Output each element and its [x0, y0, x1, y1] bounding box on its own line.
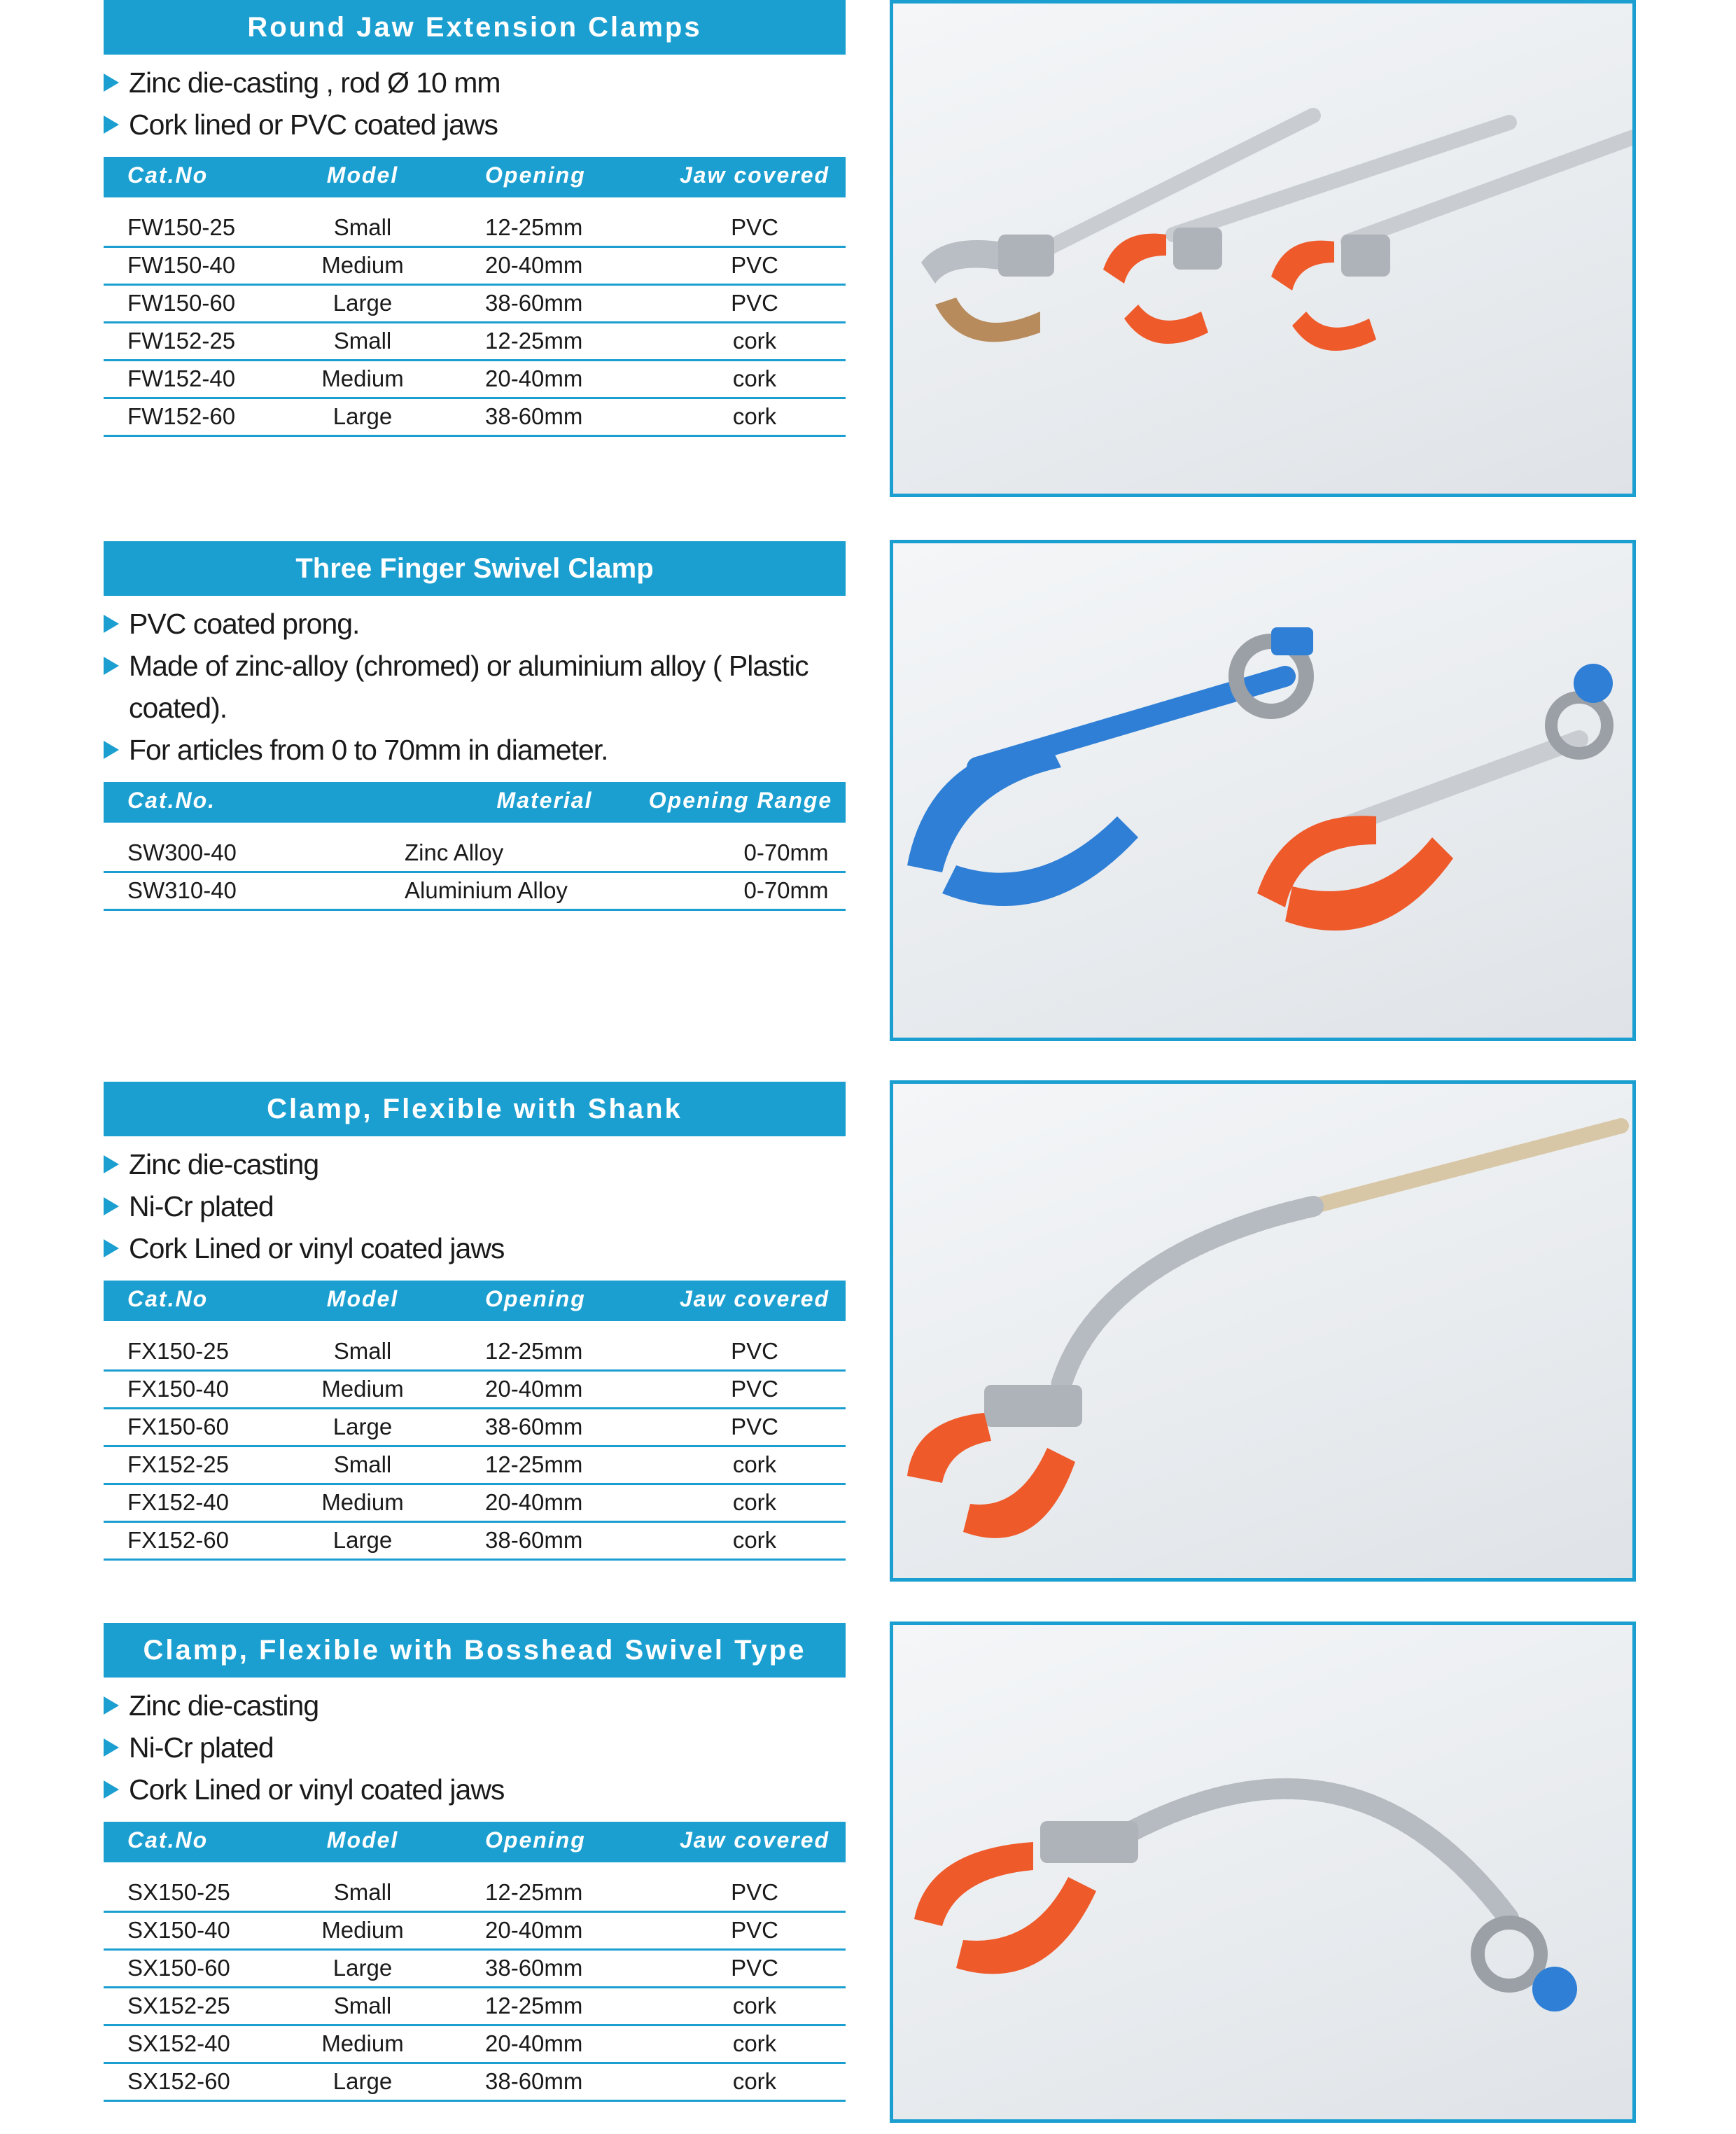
triangle-bullet-icon [104, 1696, 119, 1715]
spec-table [104, 1822, 846, 2102]
spec-table [104, 782, 846, 911]
table-row: SW310-40 Aluminium Alloy 0-70mm [104, 873, 846, 911]
feature-item: PVC coated prong. [104, 603, 846, 645]
triangle-bullet-icon [104, 1239, 119, 1257]
feature-item: Ni-Cr plated [104, 1185, 846, 1227]
triangle-bullet-icon [104, 116, 119, 134]
triangle-bullet-icon [104, 657, 119, 675]
feature-item: Cork lined or PVC coated jaws [104, 104, 846, 146]
feature-item: Made of zinc-alloy (chromed) or aluminium alloy ( Plastic [104, 645, 846, 687]
table-row: FX150-25 Small 12-25mm PVC [104, 1334, 846, 1372]
table-header [104, 1281, 846, 1321]
feature-item: Cork Lined or vinyl coated jaws [104, 1227, 846, 1269]
feature-item: Zinc die-casting [104, 1685, 846, 1727]
table-row: SX150-40 Medium 20-40mm PVC [104, 1913, 846, 1951]
triangle-bullet-icon [104, 1738, 119, 1757]
feature-item: For articles from 0 to 70mm in diameter. [104, 729, 846, 771]
header-model: Model [326, 1286, 399, 1311]
header-jaw-covered: Jaw covered [679, 162, 830, 188]
swivel-clamps-photo [890, 540, 1636, 1041]
flexible-bosshead-illustration [893, 1625, 1632, 2119]
section-title: Clamp, Flexible with Shank [104, 1082, 846, 1136]
table-row: SW300-40 Zinc Alloy 0-70mm [104, 835, 846, 873]
table-row: FX150-40 Medium 20-40mm PVC [104, 1372, 846, 1409]
header-model: Model [326, 1827, 399, 1853]
header-cat-no: Cat.No. [127, 788, 216, 813]
extension-clamps-illustration [893, 4, 1632, 494]
swivel-clamps-illustration [893, 543, 1632, 1038]
header-jaw-covered: Jaw covered [679, 1286, 830, 1311]
triangle-bullet-icon [104, 74, 119, 92]
feature-list [104, 603, 846, 771]
table-row: SX150-60 Large 38-60mm PVC [104, 1951, 846, 1988]
header-cat-no: Cat.No [127, 1827, 209, 1853]
header-opening-range: Opening Range [648, 788, 833, 813]
feature-list [104, 1685, 846, 1811]
section-three-finger [104, 541, 846, 911]
flexible-shank-illustration [893, 1084, 1632, 1578]
feature-list [104, 62, 846, 146]
table-row: FW152-25 Small 12-25mm cork [104, 323, 846, 361]
section-title: Three Finger Swivel Clamp [104, 541, 846, 596]
table-row: FW152-60 Large 38-60mm cork [104, 399, 846, 437]
feature-item: Zinc die-casting [104, 1143, 846, 1185]
spec-table [104, 1281, 846, 1561]
feature-list [104, 1143, 846, 1269]
table-row: FX150-60 Large 38-60mm PVC [104, 1409, 846, 1447]
header-jaw-covered: Jaw covered [679, 1827, 830, 1853]
triangle-bullet-icon [104, 1197, 119, 1215]
feature-item: Cork Lined or vinyl coated jaws [104, 1769, 846, 1811]
header-opening: Opening [485, 1827, 586, 1853]
flexible-bosshead-clamp-photo [890, 1622, 1636, 2123]
table-row: SX152-60 Large 38-60mm cork [104, 2064, 846, 2102]
section-title: Clamp, Flexible with Bosshead Swivel Type [104, 1623, 846, 1678]
feature-item: Zinc die-casting , rod Ø 10 mm [104, 62, 846, 104]
section-title: Round Jaw Extension Clamps [104, 0, 846, 55]
section-flexible-shank [104, 1082, 846, 1561]
spec-table [104, 157, 846, 437]
three-extension-clamps-photo [890, 0, 1636, 497]
triangle-bullet-icon [104, 1780, 119, 1799]
table-row: FW150-40 Medium 20-40mm PVC [104, 248, 846, 286]
table-header [104, 157, 846, 197]
feature-item: Ni-Cr plated [104, 1727, 846, 1769]
table-row: FX152-40 Medium 20-40mm cork [104, 1485, 846, 1523]
table-header [104, 782, 846, 823]
table-row: SX152-25 Small 12-25mm cork [104, 1988, 846, 2026]
feature-item-continued: coated). [129, 692, 227, 724]
flexible-shank-clamp-photo [890, 1080, 1636, 1582]
table-row: FW152-40 Medium 20-40mm cork [104, 361, 846, 399]
table-header [104, 1822, 846, 1862]
triangle-bullet-icon [104, 1155, 119, 1173]
section-flexible-bosshead [104, 1623, 846, 2102]
header-cat-no: Cat.No [127, 162, 209, 188]
table-row: FX152-60 Large 38-60mm cork [104, 1523, 846, 1561]
table-row: FX152-25 Small 12-25mm cork [104, 1447, 846, 1485]
triangle-bullet-icon [104, 615, 119, 633]
section-round-jaw [104, 0, 846, 437]
table-row: SX152-40 Medium 20-40mm cork [104, 2026, 846, 2064]
header-material: Material [496, 788, 593, 813]
header-opening: Opening [485, 1286, 586, 1311]
table-row: FW150-60 Large 38-60mm PVC [104, 286, 846, 323]
header-opening: Opening [485, 162, 586, 188]
table-row: FW150-25 Small 12-25mm PVC [104, 210, 846, 248]
header-cat-no: Cat.No [127, 1286, 209, 1311]
triangle-bullet-icon [104, 741, 119, 759]
header-model: Model [326, 162, 399, 188]
table-row: SX150-25 Small 12-25mm PVC [104, 1875, 846, 1913]
